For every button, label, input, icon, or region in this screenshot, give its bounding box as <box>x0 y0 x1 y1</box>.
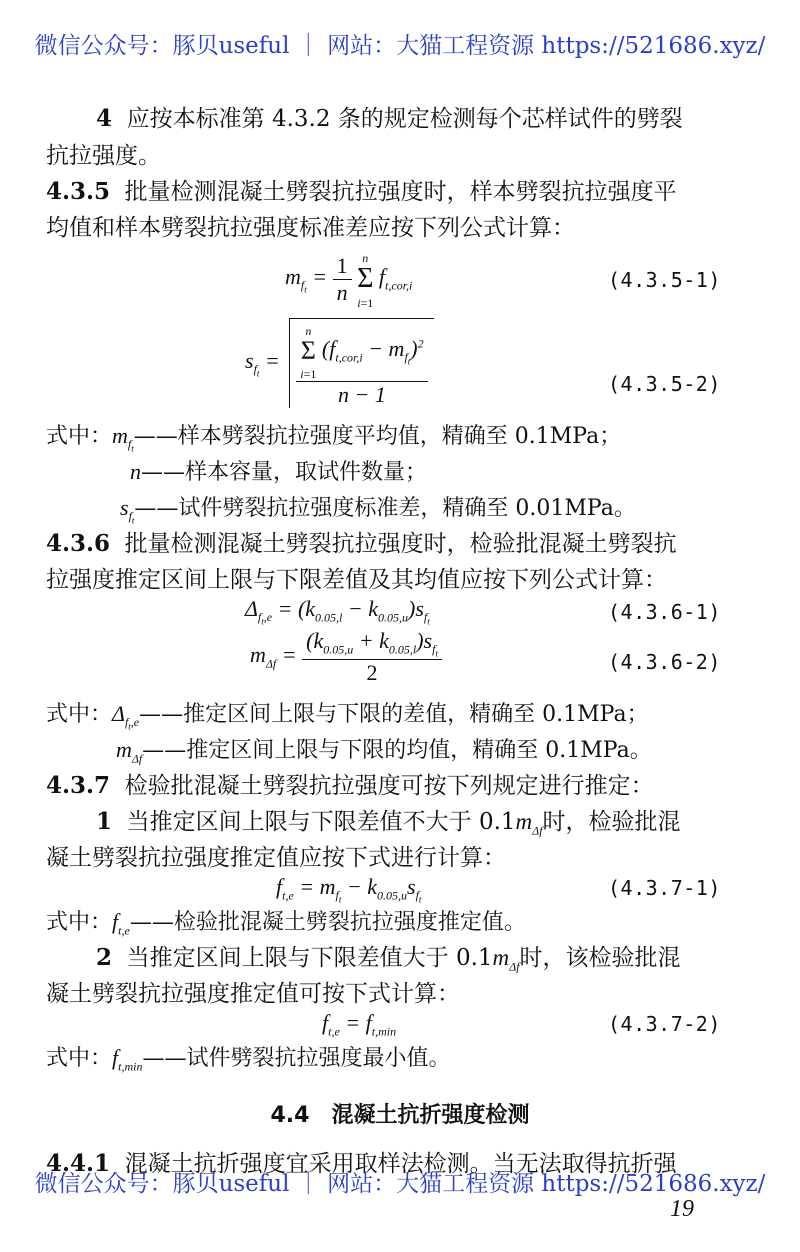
definition-f-te: 式中：$f_{t,e}——$检验批混凝土劈裂抗拉强度推定值。 <box>46 909 526 938</box>
item-text: 应按本标准第 4.3.2 条的规定检测每个芯样试件的劈裂 <box>126 106 683 132</box>
clause-text: 批量检测混凝土劈裂抗拉强度时，检验批混凝土劈裂抗 <box>124 531 677 557</box>
definition-text: ——样本容量，取试件数量； <box>141 460 428 485</box>
definition-prefix: 式中： <box>46 424 113 449</box>
item-4-line-2: 抗拉强度。 <box>46 143 161 169</box>
item-number: 1 <box>96 808 113 835</box>
definition-text: ——试件劈裂抗拉强度标准差，精确至 0.01MPa。 <box>134 496 636 521</box>
clause-text: 混凝土抗折强度宜采用取样法检测。当无法取得抗折强 <box>124 1151 677 1177</box>
definition-text: ——检验批混凝土劈裂抗拉强度推定值。 <box>129 910 526 935</box>
item-text: 当推定区间上限与下限差值不大于 0.1 <box>126 809 516 835</box>
clause-number: 4.4.1 <box>46 1150 111 1177</box>
definition-prefix: 式中： <box>46 1046 113 1071</box>
equation-4-3-7-2: $f_{t,e} = f_{t,min}$ <box>322 1010 397 1039</box>
clause-4-3-6-line-1 <box>46 528 677 560</box>
definition-prefix: 式中： <box>46 702 113 727</box>
equation-number: (4.3.6-1) <box>608 600 721 624</box>
clause-number: 4.3.7 <box>46 772 111 799</box>
item-number: 2 <box>96 944 113 971</box>
equation-4-3-5-1: $m_{f_t}$ = $\frac{1}{n}$ n Σ i=1 $f_{t,cor,i}$ <box>285 251 413 310</box>
equation-4-3-6-1: $\Delta_{f_t,e} = (k_{0.05,l} - k_{0.05,u})s_{f_t}$ <box>245 596 430 627</box>
clause-4-3-6-line-2: 拉强度推定区间上限与下限差值及其均值应按下列公式计算： <box>46 567 667 593</box>
definition-text: ——样本劈裂抗拉强度平均值，精确至 0.1MPa； <box>133 424 622 449</box>
clause-4-3-7-line-1 <box>46 770 654 802</box>
clause-number: 4.3.5 <box>46 178 111 205</box>
definition-s-ft: $s_{f_t}——$试件劈裂抗拉强度标准差，精确至 0.01MPa。 <box>120 495 636 526</box>
clause-4-3-7-item-1-line-1: 1 当推定区间上限与下限差值不大于 $0.1m_{\Delta f}$时，检验批混 <box>96 808 681 838</box>
item-text: 时，该检验批混 <box>519 945 681 971</box>
watermark-bottom: 微信公众号：豚贝useful ｜ 网站：大猫工程资源 https://521686.xyz/ <box>34 1171 766 1197</box>
definition-m-ft: 式中：$m_{f_t}——$样本劈裂抗拉强度平均值，精确至 0.1MPa； <box>46 423 622 454</box>
definition-text: ——推定区间上限与下限的差值，精确至 0.1MPa； <box>139 702 649 727</box>
item-text: 当推定区间上限与下限差值大于 0.1 <box>126 945 493 971</box>
clause-4-3-7-item-2-line-1: 2 当推定区间上限与下限差值大于 $0.1m_{\Delta f}$时，该检验批混 <box>96 944 681 974</box>
definition-f-tmin: 式中：$f_{t,min}——$试件劈裂抗拉强度最小值。 <box>46 1045 451 1074</box>
definition-n: n——样本容量，取试件数量； <box>130 459 428 485</box>
clause-4-3-7-item-2-line-2: 凝土劈裂抗拉强度推定值可按下式计算： <box>46 981 460 1007</box>
equation-number: (4.3.5-2) <box>608 372 721 396</box>
definition-delta-fte: 式中：$\Delta_{f_t,e}——$推定区间上限与下限的差值，精确至 0.1MPa； <box>46 701 649 732</box>
definition-m-delta-f: $m_{\Delta f}——$推定区间上限与下限的均值，精确至 0.1MPa。 <box>116 737 652 766</box>
equation-4-3-5-2: $s_{f_t}$ = n Σ i=1 $(f_{t,cor,i} - m_{f_t})^2$ n − 1 <box>245 318 434 408</box>
equation-number: (4.3.6-2) <box>608 650 721 674</box>
definition-prefix: 式中： <box>46 910 113 935</box>
equation-number: (4.3.7-2) <box>608 1012 721 1036</box>
section-heading-4-4: 4.4 混凝土抗折强度检测 <box>270 1103 530 1128</box>
item-text: 时，检验批混 <box>542 809 681 835</box>
page-number: 19 <box>670 1196 694 1222</box>
clause-number: 4.3.6 <box>46 530 111 557</box>
equation-4-3-7-1: $f_{t,e} = m_{f_t} - k_{0.05,u}s_{f_t}$ <box>276 874 422 905</box>
equation-4-3-6-2: $m_{\Delta f}$ = $\frac{(k_{0.05,u} + k_{0.05,l})s_{f_t}}{2}$ <box>250 628 442 686</box>
clause-text: 检验批混凝土劈裂抗拉强度可按下列规定进行推定： <box>124 773 654 799</box>
equation-number: (4.3.7-1) <box>608 876 721 900</box>
clause-text: 批量检测混凝土劈裂抗拉强度时，样本劈裂抗拉强度平 <box>124 179 677 205</box>
definition-text: ——推定区间上限与下限的均值，精确至 0.1MPa。 <box>142 738 652 763</box>
clause-4-3-5-line-2: 均值和样本劈裂抗拉强度标准差应按下列公式计算： <box>46 215 575 241</box>
watermark-top: 微信公众号：豚贝useful ｜ 网站：大猫工程资源 https://521686.xyz/ <box>34 33 766 59</box>
clause-4-3-7-item-1-line-2: 凝土劈裂抗拉强度推定值应按下式进行计算： <box>46 845 506 871</box>
clause-4-3-5-line-1 <box>46 176 677 208</box>
definition-text: ——试件劈裂抗拉强度最小值。 <box>142 1046 451 1071</box>
item-number: 4 <box>96 105 113 132</box>
equation-number: (4.3.5-1) <box>608 268 721 292</box>
item-4-line-1 <box>96 103 683 135</box>
